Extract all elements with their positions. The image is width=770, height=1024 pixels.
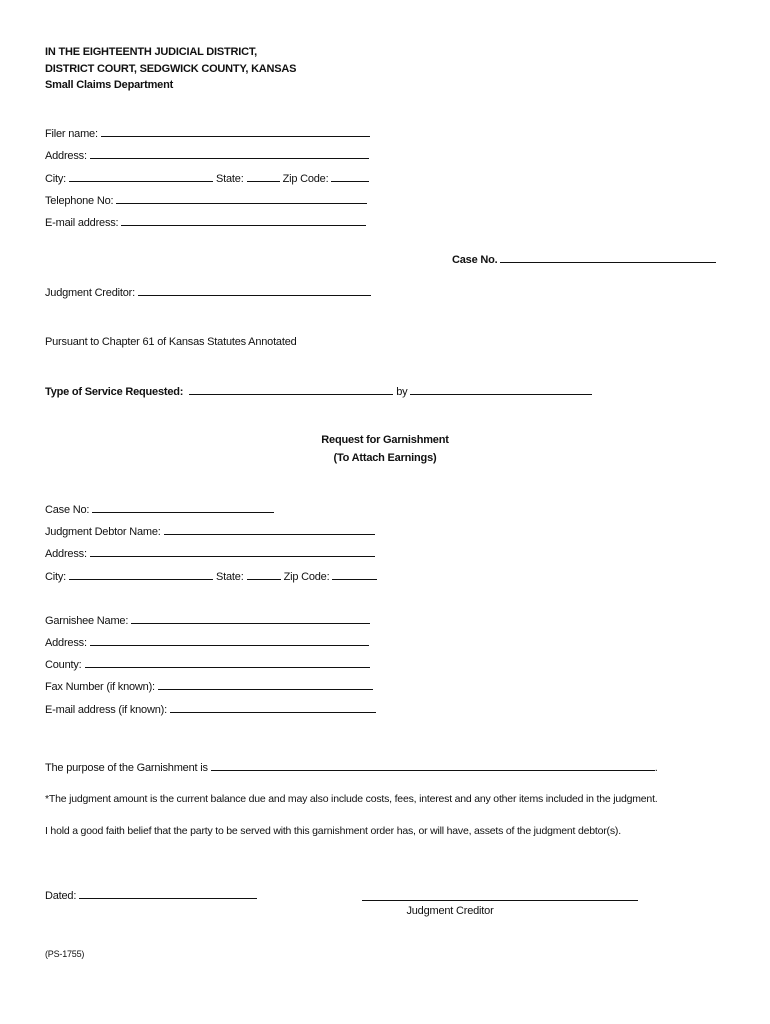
filer-telephone-field[interactable]	[116, 194, 367, 204]
garnishee-email-field[interactable]	[170, 703, 376, 713]
form-code: (PS-1755)	[45, 949, 85, 959]
garnishee-email-row	[45, 703, 376, 716]
signature-line[interactable]	[362, 890, 638, 901]
case-number-label: Case No.	[452, 254, 498, 266]
garnishee-name-label: Garnishee Name:	[45, 615, 129, 627]
garnishee-address-row	[45, 636, 369, 649]
garnishee-fax-field[interactable]	[158, 680, 373, 690]
filer-telephone-label: Telephone No:	[45, 195, 114, 207]
purpose-row	[45, 761, 658, 774]
debtor-address-row	[45, 547, 375, 560]
debtor-name-field[interactable]	[164, 525, 375, 535]
filer-email-row	[45, 216, 366, 229]
filer-city-row	[45, 172, 369, 185]
case-number-field[interactable]	[500, 253, 716, 263]
service-type-field[interactable]	[189, 385, 393, 395]
filer-name-label: Filer name:	[45, 128, 98, 140]
garnishee-name-field[interactable]	[131, 614, 370, 624]
service-type-row	[45, 385, 592, 398]
garnishee-email-label: E-mail address (if known):	[45, 704, 167, 716]
court-heading-line1: IN THE EIGHTEENTH JUDICIAL DISTRICT,	[45, 46, 257, 58]
filer-telephone-row	[45, 194, 367, 207]
judgment-amount-note: *The judgment amount is the current balance due and may also include costs, fees, interest and any other items included in the judgment.	[45, 793, 658, 805]
filer-address-field[interactable]	[90, 149, 369, 159]
debtor-city-field[interactable]	[69, 570, 213, 580]
garnishee-county-row	[45, 658, 370, 671]
filer-address-row	[45, 149, 369, 162]
filer-state-field[interactable]	[247, 172, 280, 182]
judgment-creditor-field[interactable]	[138, 286, 371, 296]
filer-city-field[interactable]	[69, 172, 213, 182]
debtor-state-field[interactable]	[247, 570, 281, 580]
debtor-zip-field[interactable]	[332, 570, 377, 580]
filer-city-label: City:	[45, 173, 67, 185]
purpose-field[interactable]	[211, 761, 655, 771]
garnishee-address-label: Address:	[45, 637, 87, 649]
filer-zip-label: Zip Code:	[282, 173, 329, 185]
debtor-state-label: State:	[216, 571, 244, 583]
debtor-city-row	[45, 570, 377, 583]
dated-field[interactable]	[79, 889, 257, 899]
debtor-case-label: Case No:	[45, 504, 90, 516]
court-heading-line2: DISTRICT COURT, SEDGWICK COUNTY, KANSAS	[45, 63, 297, 75]
debtor-zip-label: Zip Code:	[283, 571, 330, 583]
service-type-label: Type of Service Requested:	[45, 386, 184, 398]
garnishee-county-field[interactable]	[85, 658, 370, 668]
garnishee-fax-label: Fax Number (if known):	[45, 681, 155, 693]
good-faith-statement: I hold a good faith belief that the party to be served with this garnishment order has, or will have, assets of the judgment debtor(s).	[45, 825, 621, 837]
form-title: Request for Garnishment	[321, 434, 449, 446]
garnishee-county-label: County:	[45, 659, 82, 671]
dated-row	[45, 889, 257, 902]
service-by-label: by	[396, 386, 408, 398]
department-heading: Small Claims Department	[45, 79, 174, 91]
debtor-address-label: Address:	[45, 548, 87, 560]
filer-name-field[interactable]	[101, 127, 370, 137]
filer-state-label: State:	[216, 173, 244, 185]
filer-zip-field[interactable]	[331, 172, 369, 182]
debtor-case-field[interactable]	[92, 503, 274, 513]
garnishee-address-field[interactable]	[90, 636, 369, 646]
debtor-name-label: Judgment Debtor Name:	[45, 526, 161, 538]
purpose-label: The purpose of the Garnishment is	[45, 762, 208, 774]
case-number-row	[452, 253, 716, 266]
debtor-case-row	[45, 503, 274, 516]
debtor-city-label: City:	[45, 571, 67, 583]
garnishee-name-row	[45, 614, 370, 627]
signature-label: Judgment Creditor	[406, 905, 494, 917]
judgment-creditor-row	[45, 286, 371, 299]
form-subtitle: (To Attach Earnings)	[333, 452, 437, 464]
debtor-name-row	[45, 525, 375, 538]
garnishee-fax-row	[45, 680, 373, 693]
filer-name-row	[45, 127, 370, 140]
dated-label: Dated:	[45, 890, 77, 902]
filer-email-field[interactable]	[121, 216, 366, 226]
debtor-address-field[interactable]	[90, 547, 375, 557]
service-by-field[interactable]	[410, 385, 592, 395]
judgment-creditor-label: Judgment Creditor:	[45, 287, 135, 299]
filer-address-label: Address:	[45, 150, 87, 162]
statute-text: Pursuant to Chapter 61 of Kansas Statutes Annotated	[45, 336, 297, 348]
purpose-end: .	[654, 762, 658, 774]
filer-email-label: E-mail address:	[45, 217, 119, 229]
